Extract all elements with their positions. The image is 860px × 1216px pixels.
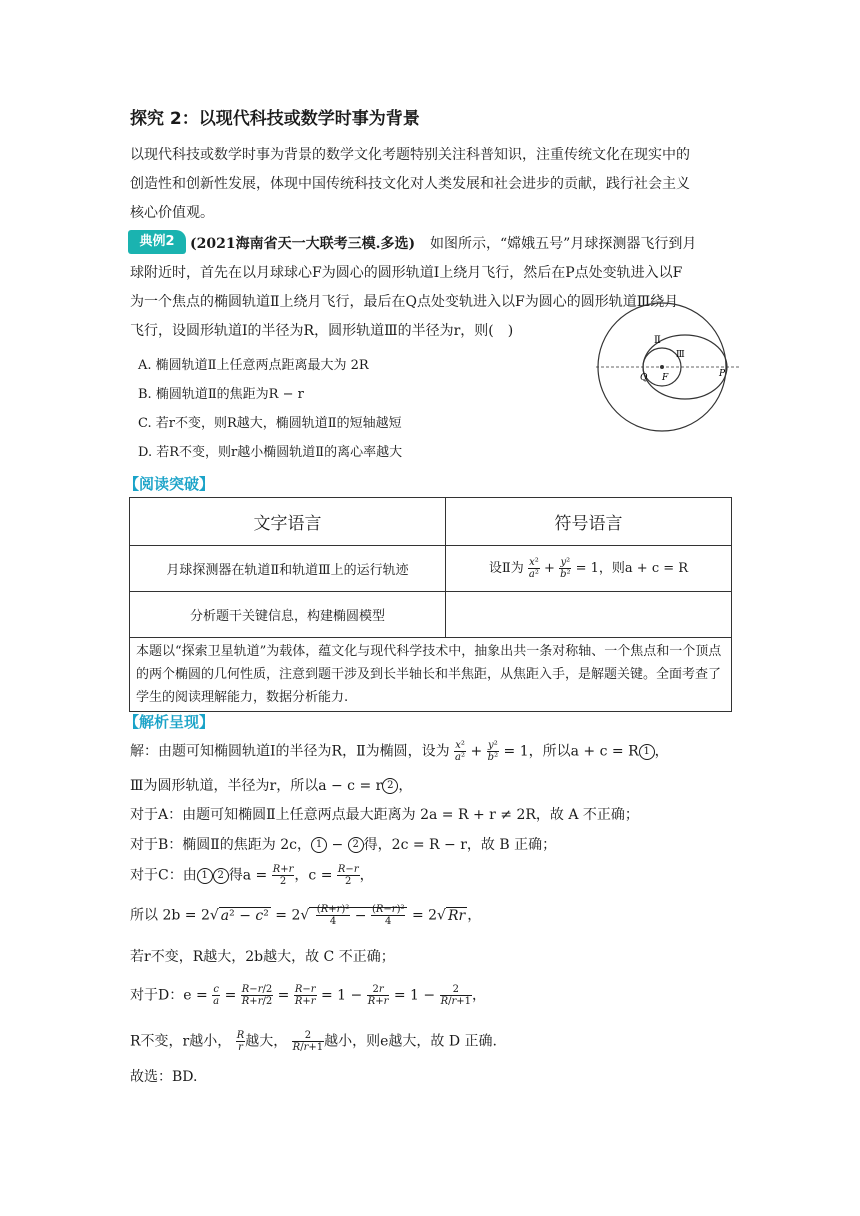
analysis-title: 【解析呈现】 xyxy=(124,713,215,731)
solution-text: 解：由题可知椭圆轨道Ⅰ的半径为R，Ⅱ为椭圆，设为 xyxy=(130,743,450,760)
solution-text: Ⅲ为圆形轨道，半径为r，所以a − c = r xyxy=(130,778,383,794)
problem-source: (2021海南省天一大联考三模.多选) xyxy=(190,236,416,252)
table-header-text: 文字语言 xyxy=(130,498,446,546)
fraction: $\frac{c}{a}$ xyxy=(213,984,220,1007)
table-cell-2-left: 分析题干关键信息，构建椭圆模型 xyxy=(130,592,446,638)
option-c: C. 若r不变，则R越大，椭圆轨道Ⅱ的短轴越短 xyxy=(138,416,402,431)
intro-line-1: 以现代科技或数学时事为背景的数学文化考题特别关注科普知识，注重传统文化在现实中的 xyxy=(130,147,690,163)
solution-line-6: 所以 2b = 2√ a² − c² = 2√ $\frac{\text{(R+r)²}}{4}$ − $\frac{\text{(R−r)²}}{4}$ = 2√ Rr ， xyxy=(130,904,482,927)
solution-line-5: 对于C：由 1 2 得a = $\frac{R+r}{2}$ ，c = $\frac{R-r}{2}$ ， xyxy=(130,864,374,887)
section-heading: 探究 2：以现代科技或数学时事为背景 xyxy=(130,109,420,129)
fraction: $\frac{R}{r}$ xyxy=(236,1030,245,1053)
problem-line-3: 为一个焦点的椭圆轨道Ⅱ上绕月飞行，最后在Q点处变轨进入以F为圆心的圆形轨道Ⅲ绕月 xyxy=(130,294,679,310)
solution-line-4: 对于B：椭圆Ⅱ的焦距为 2c， 1 − 2 得，2c = R − r，故 B 正确； xyxy=(130,837,557,853)
solution-text: R不变，r越小， xyxy=(130,1033,232,1050)
orbit-diagram xyxy=(596,300,740,440)
fraction: $\frac{\text{x²}}{\text{a²}}$ xyxy=(528,557,539,580)
solution-text: 越小，则e越大，故 D 正确. xyxy=(324,1033,497,1050)
circled-number-1: 1 xyxy=(197,868,213,884)
solution-line-1: 解：由题可知椭圆轨道Ⅰ的半径为R，Ⅱ为椭圆，设为 $\frac{\text{x²}}{\text{a²}}$ + $\frac{\text{y²}}{\text{b²}}$ = 1，所以a + c = R 1 ， xyxy=(130,740,669,763)
circled-number-1: 1 xyxy=(639,744,655,760)
table-header-symbol: 符号语言 xyxy=(446,498,732,546)
table-cell-1-left: 月球探测器在轨道Ⅱ和轨道Ⅲ上的运行轨迹 xyxy=(130,546,446,592)
fraction: $\frac{R-r/2}{R+r/2}$ xyxy=(241,984,273,1007)
focus-point xyxy=(660,365,664,369)
fraction: $\frac{2}{R/r+1}$ xyxy=(440,984,472,1007)
option-d: D. 若R不变，则r越小椭圆轨道Ⅱ的离心率越大 xyxy=(138,445,403,460)
solution-text: 得，2c = R − r，故 B 正确； xyxy=(363,837,557,853)
problem-line-4: 飞行，设圆形轨道Ⅰ的半径为R，圆形轨道Ⅲ的半径为r，则( ) xyxy=(130,323,514,339)
problem-line-1: 如图所示，“嫦娥五号”月球探测器飞行到月 xyxy=(430,236,697,252)
table-cell-2-right xyxy=(446,592,732,638)
solution-text: = 2 xyxy=(411,907,438,924)
label-orbit-3: Ⅲ xyxy=(676,350,685,360)
fraction: $\frac{\text{(R−r)²}}{4}$ xyxy=(371,904,405,927)
solution-line-8: 对于D：e = $\frac{c}{a}$ = $\frac{R-r/2}{R+r/2}$ = $\frac{R-r}{R+r}$ = 1 − $\frac{2r}{R+r}$ = 1 − $\frac{2}{R/r+1}$ ， xyxy=(130,984,487,1007)
example-badge: 典例2 xyxy=(128,230,186,254)
label-orbit-2: Ⅱ xyxy=(654,335,661,346)
label-p: P xyxy=(719,369,726,379)
solution-text: 对于C：由 xyxy=(130,867,197,884)
fraction: $\frac{\text{(R+r)²}}{4}$ xyxy=(316,904,350,927)
solution-line-2: Ⅲ为圆形轨道，半径为r，所以a − c = r 2 ， xyxy=(130,778,413,794)
fraction: $\frac{R+r}{2}$ xyxy=(272,864,294,887)
fraction: $\frac{\text{y²}}{\text{b²}}$ xyxy=(487,740,499,763)
solution-line-10: 故选：BD. xyxy=(130,1069,198,1085)
fraction: $\frac{2r}{R+r}$ xyxy=(367,984,389,1007)
problem-line-2: 球附近时，首先在以月球球心F为圆心的圆形轨道Ⅰ上绕月飞行，然后在P点处变轨进入以F xyxy=(130,265,683,281)
solution-text: ，所以a + c = R xyxy=(528,743,639,760)
circled-number-1: 1 xyxy=(311,837,327,853)
circled-number-2: 2 xyxy=(213,868,229,884)
label-f: F xyxy=(662,373,669,383)
fraction: $\frac{\text{x²}}{\text{a²}}$ xyxy=(455,740,466,763)
fraction: $\frac{R-r}{2}$ xyxy=(337,864,359,887)
table-note: 本题以“探索卫星轨道”为载体，蕴文化与现代科学技术中，抽象出共一条对称轴、一个焦点和一个顶点的两个椭圆的几何性质，注意到题干涉及到长半轴长和半焦距，从焦距入手，是解题关键。全面考查了学生的阅读理解能力，数据分析能力. xyxy=(130,638,732,712)
solution-text: 所以 2b = 2 xyxy=(130,907,210,924)
circled-number-2: 2 xyxy=(382,778,398,794)
circled-number-2: 2 xyxy=(348,837,364,853)
option-b: B. 椭圆轨道Ⅱ的焦距为R − r xyxy=(138,387,304,402)
analysis-table xyxy=(129,497,732,712)
solution-text: 得a = xyxy=(228,867,268,884)
solution-text: 对于D：e = xyxy=(130,987,208,1004)
solution-line-9 xyxy=(130,1030,497,1053)
fraction: $\frac{R-r}{R+r}$ xyxy=(294,984,316,1007)
solution-text: ，c = xyxy=(294,867,333,884)
intro-line-2: 创造性和创新性发展，体现中国传统科技文化对人类发展和社会进步的贡献，践行社会主义 xyxy=(130,176,690,192)
table-cell-1-pre: 设Ⅱ为 xyxy=(488,561,524,576)
table-cell-1-right: 设Ⅱ为 $\frac{\text{x²}}{\text{a²}}$ + $\frac{\text{y²}}{\text{b²}}$ = 1，则a + c = R xyxy=(446,546,732,592)
fraction: $\frac{2}{R/r+1}$ xyxy=(292,1030,324,1053)
reading-title: 【阅读突破】 xyxy=(124,475,215,493)
solution-text: 对于B：椭圆Ⅱ的焦距为 2c， xyxy=(130,837,312,853)
table-cell-1-post: ，则a + c = R xyxy=(598,561,689,576)
fraction: $\frac{\text{y²}}{\text{b²}}$ xyxy=(560,557,571,580)
solution-text: 越大， xyxy=(245,1033,288,1050)
solution-line-3: 对于A：由题可知椭圆Ⅱ上任意两点最大距离为 2a = R + r ≠ 2R，故 A 不正确； xyxy=(130,807,639,823)
intro-line-3: 核心价值观。 xyxy=(130,205,214,221)
option-a: A. 椭圆轨道Ⅱ上任意两点距离最大为 2R xyxy=(138,358,369,373)
label-q: Q xyxy=(640,373,648,383)
solution-line-7: 若r不变，R越大，2b越大，故 C 不正确； xyxy=(130,949,395,965)
